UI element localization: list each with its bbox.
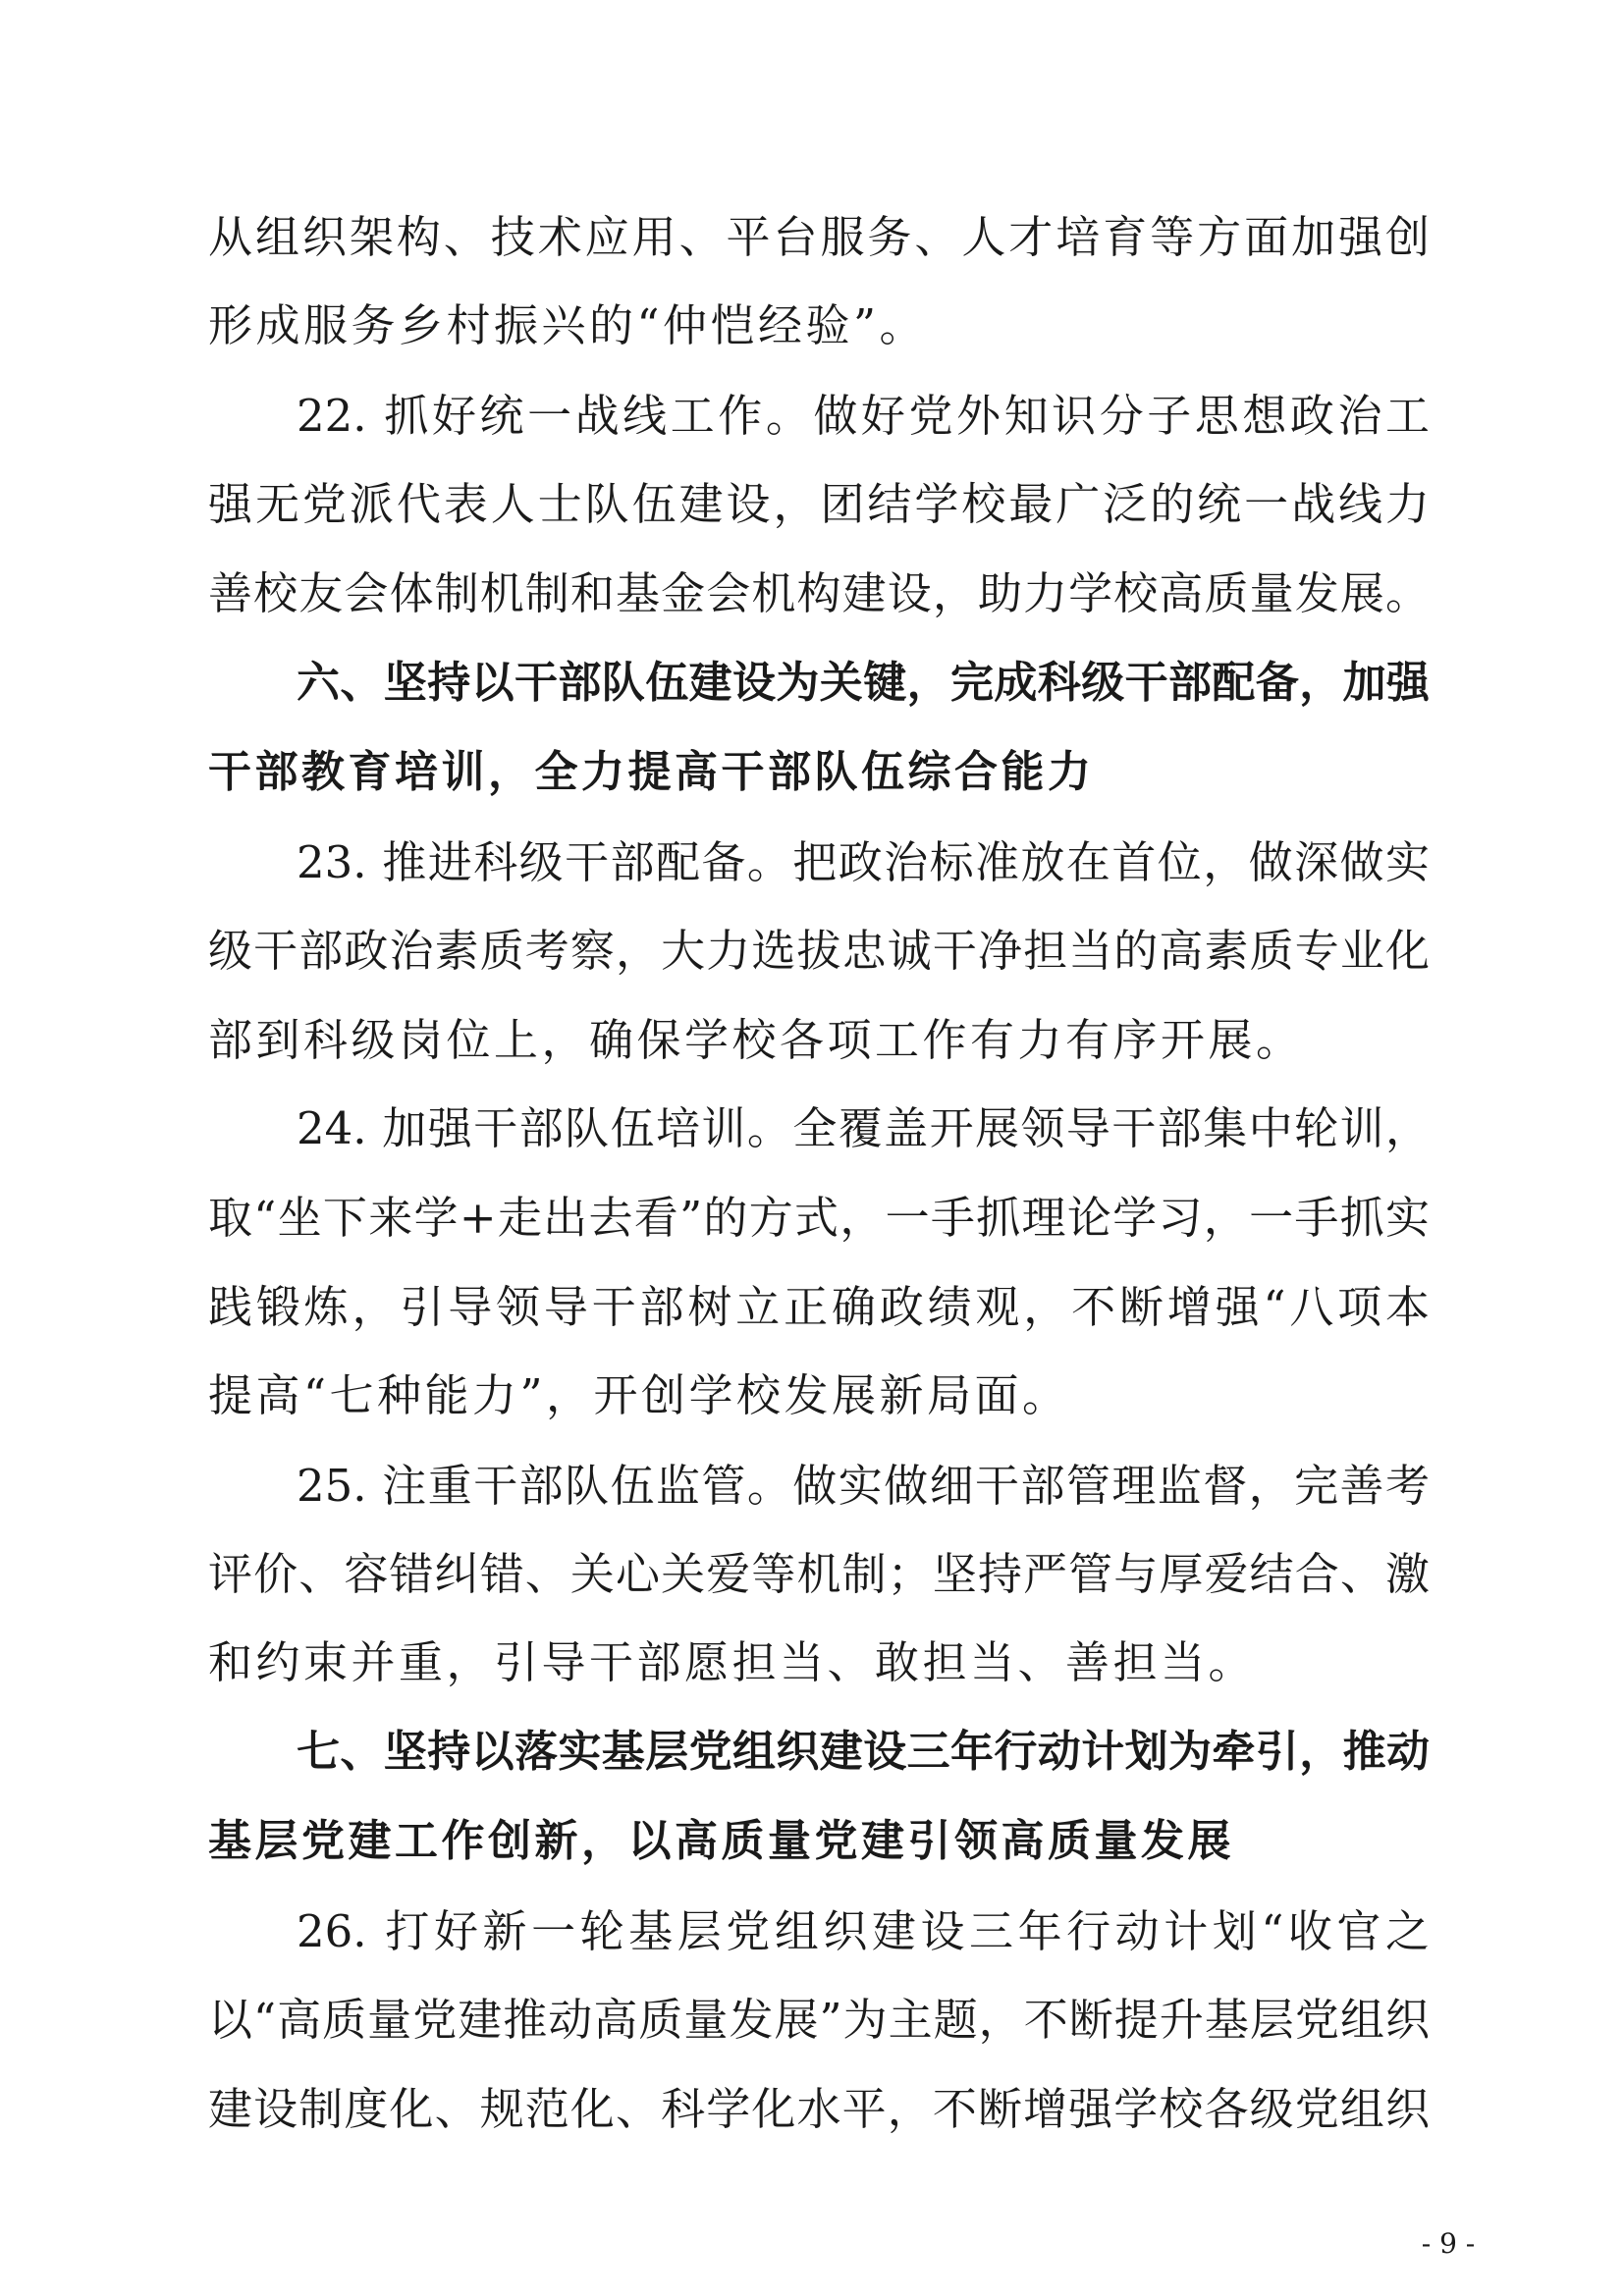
text-line: 25. 注重干部队伍监管。做实做细干部管理监督，完善考 [297,1460,1430,1512]
text-line: 建设制度化、规范化、科学化水平，不断增强学校各级党组织 [208,2083,1430,2135]
paragraph-line [0,1976,1624,2064]
section-heading-line [0,728,1624,817]
section-heading-line [0,1708,1624,1796]
text-line: 提高“七种能力”，开创学校发展新局面。 [208,1369,1070,1421]
paragraph-line [0,996,1624,1085]
text-line: 从组织架构、技术应用、平台服务、人才培育等方面加强创 [208,211,1430,263]
text-line: 和约束并重，引导干部愿担当、敢担当、善担当。 [208,1636,1257,1688]
text-line: 强无党派代表人士队伍建设，团结学校最广泛的统一战线力 [208,478,1430,530]
section-heading-line [0,639,1624,727]
paragraph-line [0,1442,1624,1530]
text-line: 取“坐下来学+走出去看”的方式，一手抓理论学习，一手抓实 [208,1192,1430,1244]
paragraph-line [0,1085,1624,1173]
paragraph-line [0,2065,1624,2154]
text-line: 形成服务乡村振兴的“仲恺经验”。 [208,299,928,351]
heading-text: 干部教育培训，全力提高干部队伍综合能力 [208,747,1095,797]
paragraph-line [0,193,1624,282]
paragraph-line [0,550,1624,638]
text-line: 22. 抓好统一战线工作。做好党外知识分子思想政治工 [297,390,1430,442]
paragraph-line [0,372,1624,460]
text-line: 级干部政治素质考察，大力选拔忠诚干净担当的高素质专业化 [208,925,1430,977]
paragraph-line [0,819,1624,907]
heading-text: 基层党建工作创新，以高质量党建引领高质量发展 [208,1816,1234,1866]
section-heading-line [0,1797,1624,1886]
paragraph-line [0,1888,1624,1976]
text-line: 以“高质量党建推动高质量发展”为主题，不断提升基层党组织 [208,1994,1430,2046]
text-line: 善校友会体制机制和基金会机构建设，助力学校高质量发展。 [208,567,1430,619]
paragraph-line [0,1352,1624,1440]
text-line: 部到科级岗位上，确保学校各项工作有力有序开展。 [208,1014,1304,1066]
paragraph-line [0,907,1624,995]
paragraph-line [0,1619,1624,1707]
heading-text: 七、坚持以落实基层党组织建设三年行动计划为牵引，推动 [297,1727,1430,1777]
text-line: 23. 推进科级干部配备。把政治标准放在首位，做深做实 [297,836,1430,888]
paragraph-line [0,282,1624,370]
paragraph-line [0,1263,1624,1352]
text-line: 评价、容错纠错、关心关爱等机制；坚持严管与厚爱结合、激 [208,1548,1430,1600]
paragraph-line [0,1174,1624,1262]
paragraph-line [0,1530,1624,1619]
text-line: 24. 加强干部队伍培训。全覆盖开展领导干部集中轮训， [297,1102,1430,1154]
heading-text: 六、坚持以干部队伍建设为关键，完成科级干部配备，加强 [297,658,1430,708]
text-line: 26. 打好新一轮基层党组织建设三年行动计划“收官之 [297,1905,1430,1957]
paragraph-line [0,460,1624,549]
text-line: 践锻炼，引导领导干部树立正确政绩观，不断增强“八项本 [208,1281,1430,1333]
page-number: - 9 - [1421,2227,1476,2260]
